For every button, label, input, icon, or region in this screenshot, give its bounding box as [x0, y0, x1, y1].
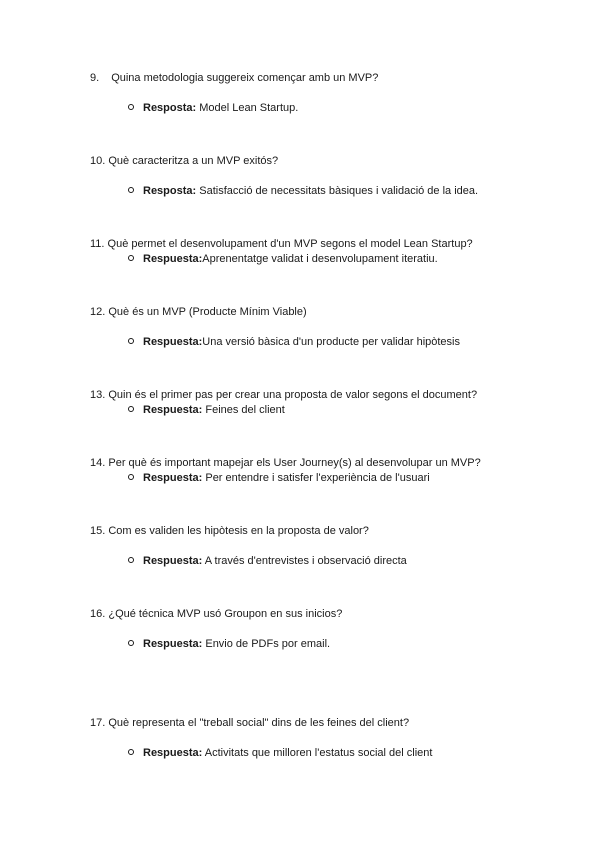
question-13	[90, 388, 477, 402]
answer-text: Aprenentatge validat i desenvolupament iteratiu.	[202, 253, 438, 265]
answer-16	[128, 637, 330, 651]
question-text: Què representa el "treball social" dins de les feines del client?	[108, 717, 410, 729]
question-text: Quin és el primer pas per crear una proposta de valor segons el document?	[108, 389, 478, 401]
question-number: 17.	[90, 717, 106, 729]
answer-text: Envio de PDFs por email.	[202, 638, 331, 650]
answer-text: Una versió bàsica d'un producte per validar hipòtesis	[202, 336, 460, 348]
question-number: 12.	[90, 306, 106, 318]
answer-14	[128, 471, 430, 485]
answer-label: Respuesta:	[143, 472, 203, 484]
answer-text: A través d'entrevistes i observació directa	[202, 555, 407, 567]
answer-label: Respuesta:	[143, 555, 203, 567]
question-number: 16.	[90, 608, 106, 620]
question-text: ¿Qué técnica MVP usó Groupon en sus inicios?	[108, 608, 343, 620]
question-15	[90, 524, 369, 538]
question-text: Com es validen les hipòtesis en la proposta de valor?	[108, 525, 369, 537]
answer-label: Respuesta:	[143, 336, 203, 348]
answer-text: Activitats que milloren l'estatus social del client	[202, 747, 433, 759]
question-text: Quina metodologia suggereix començar amb un MVP?	[111, 72, 379, 84]
question-number: 14.	[90, 457, 106, 469]
question-text: Què caracteritza a un MVP exitós?	[108, 155, 279, 167]
hollow-bullet-icon	[128, 749, 134, 755]
hollow-bullet-icon	[128, 255, 134, 261]
hollow-bullet-icon	[128, 406, 134, 412]
question-number: 13.	[90, 389, 106, 401]
answer-label: Respuesta:	[143, 404, 203, 416]
answer-label: Resposta:	[143, 185, 197, 197]
question-17	[90, 716, 409, 730]
answer-10	[128, 184, 478, 198]
hollow-bullet-icon	[128, 557, 134, 563]
answer-text: Model Lean Startup.	[196, 102, 299, 114]
answer-text: Per entendre i satisfer l'experiència de l'usuari	[202, 472, 430, 484]
answer-11	[128, 252, 438, 266]
question-text: Per què és important mapejar els User Journey(s) al desenvolupar un MVP?	[108, 457, 481, 469]
hollow-bullet-icon	[128, 640, 134, 646]
answer-13	[128, 403, 285, 417]
answer-label: Respuesta:	[143, 253, 203, 265]
answer-9	[128, 101, 298, 115]
question-16	[90, 607, 342, 621]
hollow-bullet-icon	[128, 104, 134, 110]
answer-label: Resposta:	[143, 102, 197, 114]
answer-12	[128, 335, 460, 349]
question-number: 10.	[90, 155, 106, 167]
question-14	[90, 456, 481, 470]
question-11	[90, 237, 473, 251]
question-number: 9.	[90, 72, 100, 84]
question-number: 15.	[90, 525, 106, 537]
answer-text: Feines del client	[202, 404, 285, 416]
answer-17	[128, 746, 432, 760]
hollow-bullet-icon	[128, 474, 134, 480]
answer-label: Respuesta:	[143, 638, 203, 650]
question-10	[90, 154, 278, 168]
question-12	[90, 305, 307, 319]
answer-15	[128, 554, 407, 568]
question-9	[90, 71, 378, 85]
question-text: Què permet el desenvolupament d'un MVP segons el model Lean Startup?	[107, 238, 473, 250]
answer-text: Satisfacció de necessitats bàsiques i validació de la idea.	[196, 185, 479, 197]
answer-label: Respuesta:	[143, 747, 203, 759]
question-text: Què és un MVP (Producte Mínim Viable)	[108, 306, 307, 318]
hollow-bullet-icon	[128, 338, 134, 344]
hollow-bullet-icon	[128, 187, 134, 193]
question-number: 11.	[90, 238, 105, 250]
